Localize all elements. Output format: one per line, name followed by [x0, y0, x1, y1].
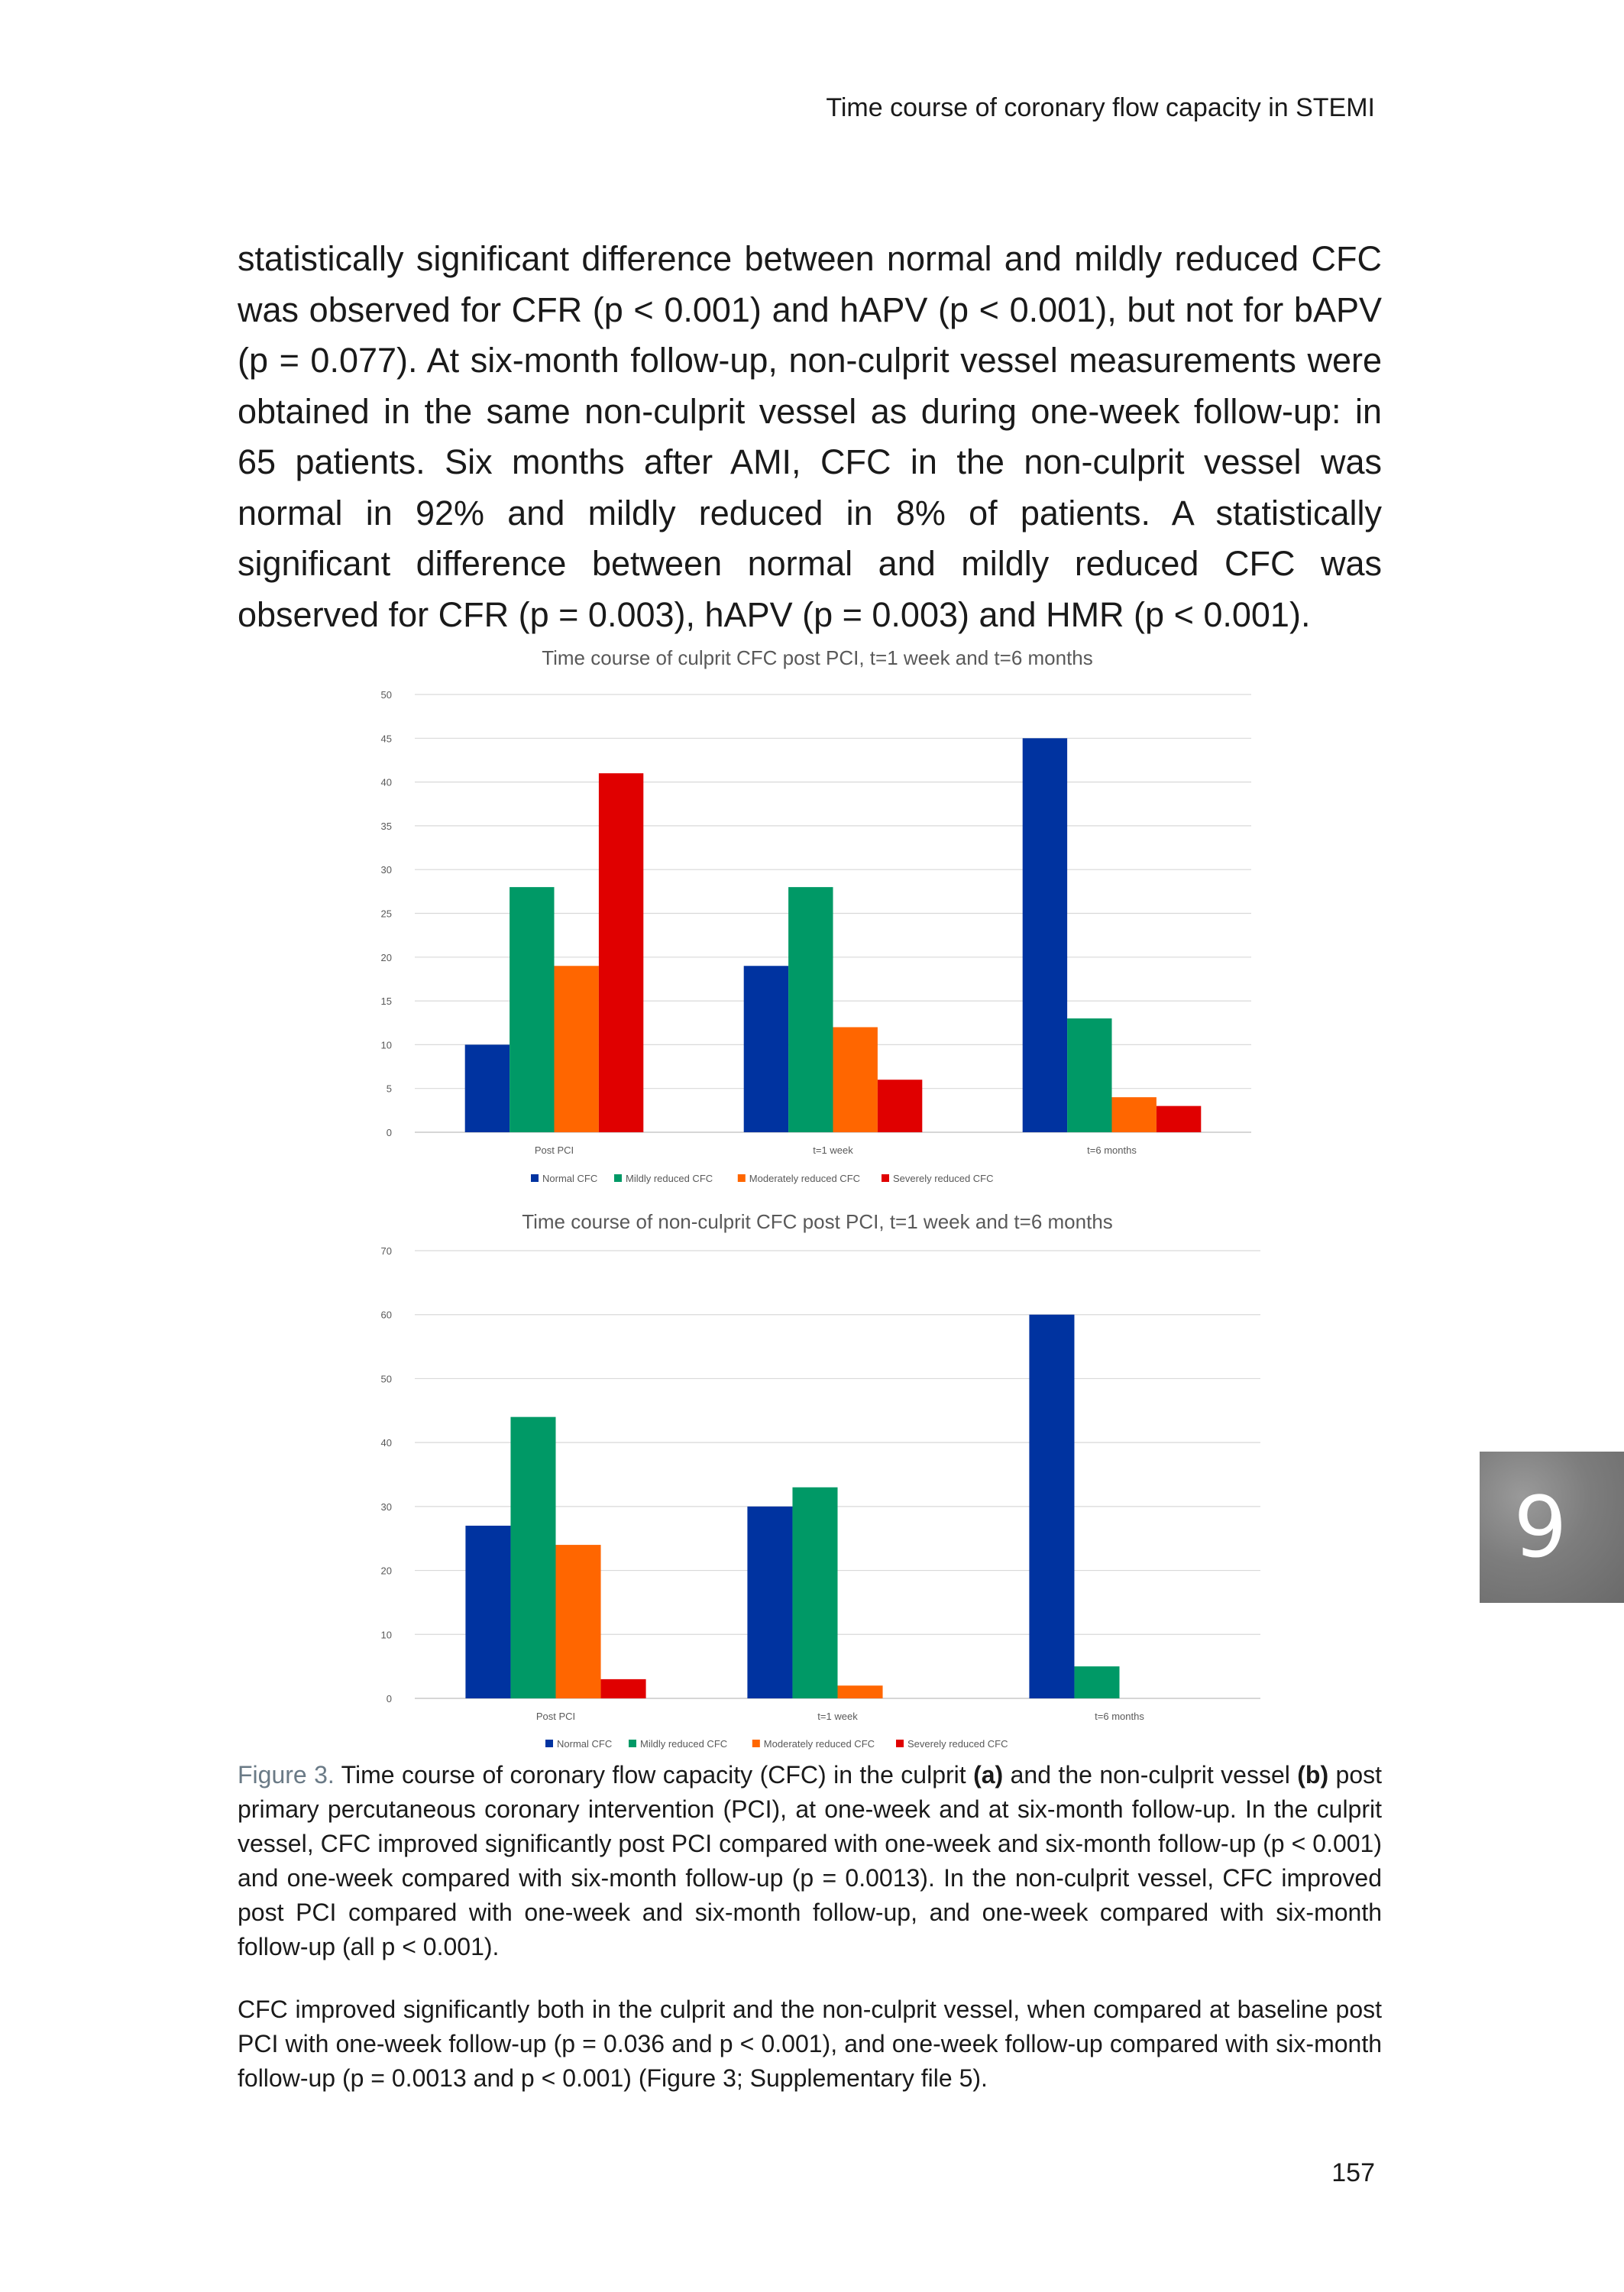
legend-label: Mildly reduced CFC — [626, 1173, 713, 1184]
chart-title: Time course of culprit CFC post PCI, t=1 week and t=6 months — [542, 646, 1093, 669]
legend-label: Mildly reduced CFC — [640, 1738, 728, 1750]
y-tick-label: 50 — [380, 1373, 392, 1385]
caption-panel-a-label: (a) — [973, 1761, 1004, 1789]
bar — [878, 1080, 922, 1132]
legend-label: Moderately reduced CFC — [749, 1173, 861, 1184]
x-category-label: t=6 months — [1095, 1711, 1144, 1722]
y-tick-label: 0 — [386, 1693, 392, 1704]
y-tick-label: 25 — [380, 908, 392, 920]
bar — [1029, 1315, 1074, 1698]
chapter-tab — [1480, 1452, 1624, 1603]
bar — [1067, 1018, 1111, 1132]
y-tick-label: 45 — [380, 733, 392, 745]
bar — [833, 1027, 878, 1132]
y-tick-label: 40 — [380, 776, 392, 788]
y-tick-label: 5 — [386, 1083, 392, 1095]
bar — [792, 1488, 837, 1698]
x-category-label: t=1 week — [813, 1144, 853, 1156]
legend-label: Normal CFC — [557, 1738, 613, 1750]
legend-swatch — [738, 1174, 746, 1182]
page-number: 157 — [1331, 2158, 1375, 2187]
y-tick-label: 30 — [380, 864, 392, 876]
legend-swatch — [752, 1740, 760, 1747]
legend-label: Severely reduced CFC — [893, 1173, 994, 1184]
caption-text-3: post primary percutaneous coronary intervention (PCI), at one-week and at six-month follow-up. In the culprit vessel, CFC improved significantly post PCI compared with one-week and six-month follow-up (p < 0.001) and one-week compared with six-month follow-up (p = 0.0013). In the non-culprit vessel, CFC improved post PCI compared with one-week and six-month follow-up, and one-week compared with six-month follow-up (all p < 0.001). — [238, 1761, 1383, 1960]
x-category-label: t=6 months — [1087, 1144, 1137, 1156]
bar — [1023, 738, 1067, 1132]
running-head: Time course of coronary flow capacity in STEMI — [826, 93, 1375, 122]
x-category-label: t=1 week — [817, 1711, 858, 1722]
bar — [510, 1417, 555, 1698]
bar — [556, 1545, 601, 1698]
bar — [1157, 1106, 1201, 1132]
chart-non-culprit-cfc — [350, 1196, 1267, 1750]
y-tick-label: 10 — [380, 1039, 392, 1051]
chart-title: Time course of non-culprit CFC post PCI, t=1 week and t=6 months — [522, 1210, 1113, 1233]
bar — [788, 887, 833, 1132]
bar — [744, 966, 788, 1132]
legend-swatch — [896, 1740, 904, 1747]
bar — [1074, 1666, 1119, 1698]
bar — [601, 1679, 646, 1698]
legend-swatch — [614, 1174, 622, 1182]
body-paragraph: statistically significant difference between normal and mildly reduced CFC was observed for CFR (p < 0.001) and hAPV (p < 0.001), but not for bAPV (p = 0.077). At six-month follow-up, non-culprit vessel measurements were obtained in the same non-culprit vessel as during one-week follow-up: in 65 patients. Six months after AMI, CFC in the non-culprit vessel was normal in 92% and mildly reduced in 8% of patients. A statistically significant difference between normal and mildly reduced CFC was observed for CFR (p = 0.003), hAPV (p = 0.003) and HMR (p < 0.001). — [238, 239, 1382, 634]
caption-text-2: and the non-culprit vessel — [1003, 1761, 1298, 1789]
y-tick-label: 30 — [380, 1500, 392, 1513]
bar — [1112, 1097, 1157, 1132]
legend-swatch — [882, 1174, 889, 1182]
closing-paragraph: CFC improved significantly both in the culprit and the non-culprit vessel, when compared at baseline post PCI with one-week follow-up (p = 0.036 and p < 0.001), and one-week follow-up compared with six-month follow-up (p = 0.0013 and p < 0.001) (Figure 3; Supplementary file 5). — [238, 1996, 1382, 2092]
caption-text-1: Time course of coronary flow capacity (CFC) in the culprit — [334, 1761, 974, 1789]
y-tick-label: 40 — [380, 1437, 392, 1449]
y-tick-label: 70 — [380, 1245, 392, 1257]
bar — [510, 887, 554, 1132]
legend-label: Severely reduced CFC — [907, 1738, 1008, 1750]
y-tick-label: 60 — [380, 1309, 392, 1321]
y-tick-label: 35 — [380, 820, 392, 832]
bar — [838, 1685, 883, 1698]
legend-swatch — [545, 1740, 553, 1747]
y-tick-label: 15 — [380, 995, 392, 1008]
bar — [555, 966, 599, 1132]
y-tick-label: 10 — [380, 1629, 392, 1641]
caption-panel-b-label: (b) — [1297, 1761, 1329, 1789]
y-tick-label: 50 — [380, 689, 392, 701]
y-tick-label: 20 — [380, 951, 392, 963]
bar — [465, 1044, 510, 1132]
bar — [465, 1526, 510, 1698]
legend-label: Normal CFC — [542, 1173, 598, 1184]
figure-caption — [238, 1758, 1382, 1964]
chart-culprit-cfc — [350, 642, 1267, 1184]
legend-swatch — [531, 1174, 539, 1182]
chapter-number: 9 — [1513, 1478, 1567, 1576]
figure-label: Figure 3. — [238, 1761, 335, 1789]
x-category-label: Post PCI — [534, 1144, 574, 1156]
bar — [599, 773, 643, 1132]
y-tick-label: 20 — [380, 1565, 392, 1577]
legend-label: Moderately reduced CFC — [763, 1738, 875, 1750]
legend-swatch — [629, 1740, 636, 1747]
bar — [747, 1507, 792, 1698]
x-category-label: Post PCI — [535, 1711, 576, 1722]
y-tick-label: 0 — [386, 1127, 392, 1138]
